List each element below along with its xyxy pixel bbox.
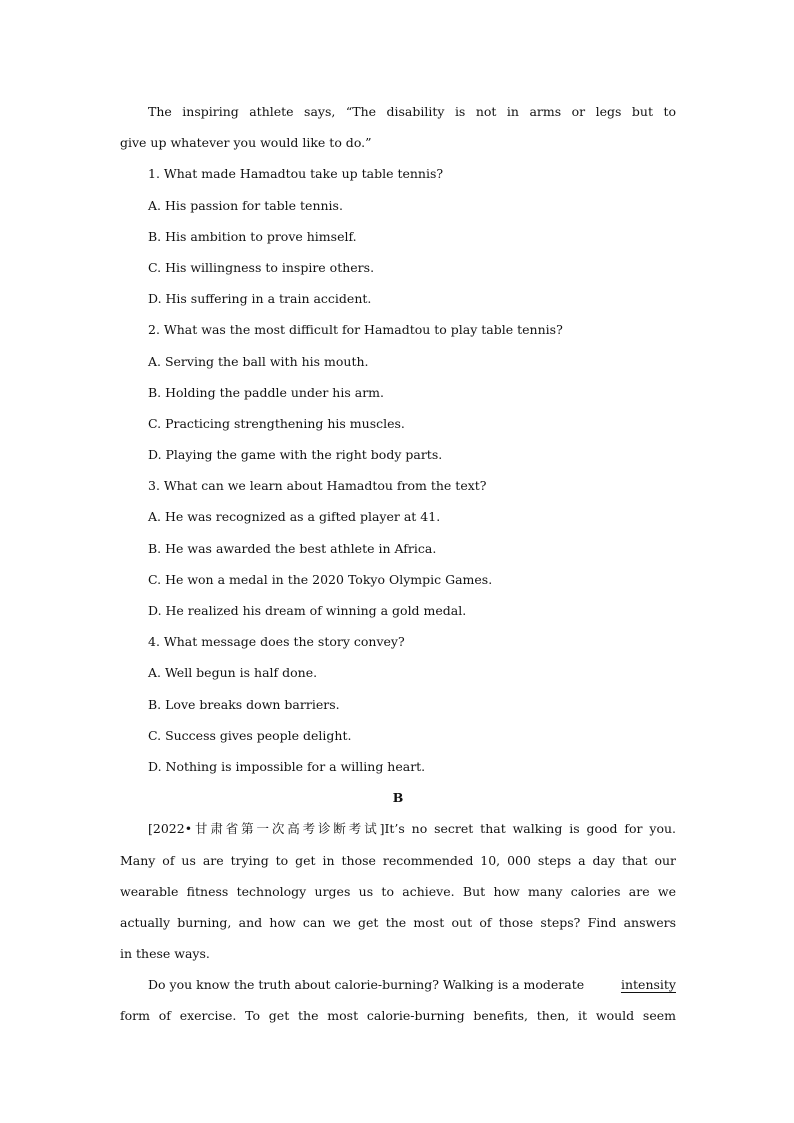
- question-3: [120, 470, 676, 626]
- document-page: [120, 96, 676, 1032]
- paragraph-line: give up whatever you would like to do.”: [120, 135, 372, 151]
- question-stem: 3. What can we learn about Hamadtou from the text?: [148, 478, 487, 494]
- answer-option: D. He realized his dream of winning a gold medal.: [148, 603, 467, 618]
- paragraph-line: actually burning, and how can we get the most out of those steps? Find answers: [120, 914, 676, 930]
- paragraph-line: wearable fitness technology urges us to achieve. But how many calories are we: [120, 883, 676, 899]
- answer-option: B. Love breaks down barriers.: [148, 696, 340, 712]
- answer-option: C. His willingness to inspire others.: [148, 259, 375, 275]
- paragraph-line: The inspiring athlete says, “The disability is not in arms or legs but to: [148, 104, 676, 119]
- question-stem: 2. What was the most difficult for Hamadtou to play table tennis?: [148, 322, 563, 338]
- answer-option: B. Holding the paddle under his arm.: [148, 384, 384, 400]
- paragraph-text: Do you know the truth about calorie-burning? Walking is a moderate: [148, 977, 589, 993]
- answer-option: C. Practicing strengthening his muscles.: [148, 415, 405, 431]
- answer-option: C. Success gives people delight.: [148, 727, 352, 743]
- question-stem: 1. What made Hamadtou take up table tennis?: [148, 166, 444, 182]
- question-4: [120, 626, 676, 782]
- answer-option: D. His suffering in a train accident.: [148, 291, 372, 307]
- answer-option: A. Serving the ball with his mouth.: [148, 353, 369, 369]
- paragraph-line: Many of us are trying to get in those recommended 10, 000 steps a day that our: [120, 852, 676, 868]
- paragraph-line: [120, 969, 676, 1000]
- underlined-word: intensity: [620, 977, 676, 993]
- answer-option: A. He was recognized as a gifted player at 41.: [148, 509, 441, 525]
- question-1: [120, 158, 676, 314]
- answer-option: B. His ambition to prove himself.: [148, 228, 357, 244]
- question-stem: 4. What message does the story convey?: [148, 634, 405, 650]
- paragraph-line: in these ways.: [120, 946, 210, 962]
- section-b-paragraph-1: [120, 813, 676, 969]
- answer-option: D. Playing the game with the right body parts.: [148, 447, 443, 463]
- section-b-paragraph-2: [120, 969, 676, 1031]
- answer-option: A. Well begun is half done.: [148, 665, 318, 681]
- answer-option: B. He was awarded the best athlete in Africa.: [148, 540, 437, 556]
- question-2: [120, 314, 676, 470]
- section-heading: B: [392, 790, 404, 806]
- answer-option: D. Nothing is impossible for a willing heart.: [148, 758, 426, 774]
- paragraph-line: [2022•甘肃省第一次高考诊断考试]It’s no secret that walking is good for you.: [148, 821, 676, 837]
- answer-option: A. His passion for table tennis.: [148, 197, 343, 213]
- answer-option: C. He won a medal in the 2020 Tokyo Olympic Games.: [148, 571, 493, 587]
- paragraph-line: form of exercise. To get the most calorie-burning benefits, then, it would seem: [120, 1008, 676, 1024]
